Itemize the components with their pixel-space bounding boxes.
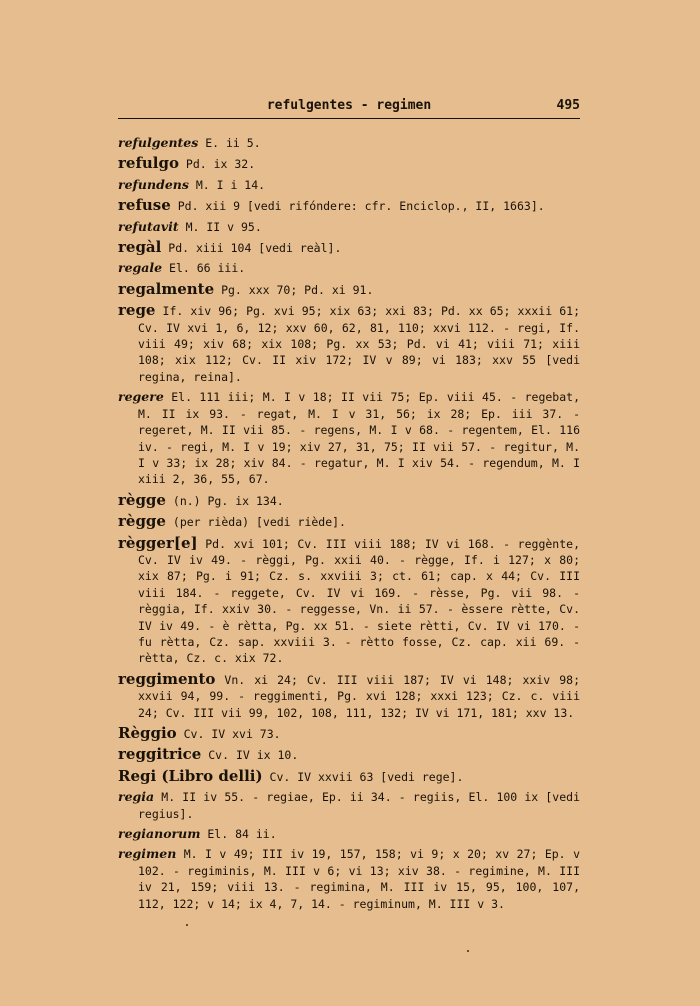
entry-headword: regere: [118, 389, 164, 405]
entry-headword: règge: [118, 490, 166, 509]
speck: [467, 950, 469, 952]
entry-headword: regalmente: [118, 279, 215, 298]
dictionary-entry: [118, 671, 580, 721]
entry-citations: If. xiv 96; Pg. xvi 95; xix 63; xxi 83; Pd. xx 65; xxxii 61; Cv. IV xvi 1, 6, 12; xxv 60, 62, 81, 110; xxvi 112. - regi, If. viii 49; xiv 68; xix 108; Pg. xx 53; Pd. vi 41; viii 71; xiii 108; xix 112; Cv. II xiv 172; IV v 89; vi 183; xxv 55 [vedi regina, reina].: [138, 304, 580, 384]
entry-headword: regale: [118, 260, 163, 276]
dictionary-entry: [118, 155, 580, 172]
entry-headword: règger[e]: [118, 533, 198, 552]
entry-citations: El. 66 iii.: [162, 261, 246, 276]
dictionary-entry: [118, 260, 580, 276]
entry-headword: Regi (Libro delli): [118, 766, 263, 785]
entry-citations: Cv. IV xvi 73.: [176, 727, 281, 741]
dictionary-entry: [118, 177, 580, 193]
entry-headword: reggitrice: [118, 745, 202, 764]
entry-citations: Pd. xiii 104 [vedi reàl].: [161, 241, 342, 256]
dictionary-entry: [118, 768, 580, 785]
dictionary-entry: [118, 826, 580, 842]
dictionary-entry: [118, 746, 580, 763]
dictionary-entry: [118, 197, 580, 214]
entry-citations: M. II iv 55. - regiae, Ep. ii 34. - regiis, El. 100 ix [vedi regius].: [138, 790, 580, 821]
entry-citations: M. II v 95.: [178, 219, 262, 234]
dictionary-entry: [118, 846, 580, 912]
entry-headword: refundens: [118, 176, 189, 192]
entry-citations: (n.) Pg. ix 134.: [165, 493, 284, 508]
entry-headword: règge: [118, 512, 166, 531]
entry-headword: rege: [118, 301, 156, 320]
dictionary-entry: [118, 513, 580, 530]
entry-headword: refulgo: [118, 154, 179, 173]
dictionary-entry: [118, 789, 580, 822]
entry-list: [118, 135, 580, 916]
entry-headword: Règgio: [118, 724, 177, 742]
entry-citations: El. 111 iii; M. I v 18; II vii 75; Ep. viii 45. - regebat, M. II ix 93. - regat, M. I v 31, 56; ix 28; Ep. iii 37. - regeret, M. II vii 85. - regens, M. I v 68. - regentem, El. 116 iv. - regi, M. I v 19; xiv 27, 31, 75; II vii 57. - regitur, M. I v 33; ix 28; xiv 84. - regatur, M. I xiv 54. - regendum, M. I xiii 2, 36, 55, 67.: [138, 390, 580, 487]
entry-headword: refulgentes: [118, 135, 199, 150]
entry-citations: Vn. xi 24; Cv. III viii 187; IV vi 148; xxiv 98; xxvii 94, 99. - reggimenti, Pg. xvi 128; xxxi 123; Cz. c. viii 24; Cv. III vii 99, 102, 108, 111, 132; IV vi 171, 181; xxv 13.: [138, 672, 580, 720]
entry-citations: Cv. IV ix 10.: [201, 748, 299, 763]
page-number: 495: [556, 98, 580, 113]
entry-citations: Pd. xvi 101; Cv. III viii 188; IV vi 168. - reggènte, Cv. IV iv 49. - règgi, Pg. xxii 40. - règge, If. i 127; x 80; xix 87; Pg. i 91; Cz. s. xxviii 3; ct. 61; cap. x 44; Cv. III viii 184. - reggete, Cv. IV vi 169. - rèsse, Pg. vii 98. - règgia, If. xxiv 30. - reggesse, Vn. ii 57. - èssere rètte, Cv. IV iv 49. - è rètta, Pg. xx 51. - siete rètti, Cv. IV vi 170. - fu rètta, Cz. sap. xxviii 3. - rètto fosse, Cz. cap. xii 69. - rètta, Cz. c. xix 72.: [138, 536, 580, 666]
dictionary-entry: [118, 389, 580, 487]
entry-headword: regimen: [118, 846, 177, 862]
entry-citations: M. I v 49; III iv 19, 157, 158; vi 9; x 20; xv 27; Ep. v 102. - regiminis, M. III v 6; vi 13; xiv 38. - regimine, M. III iv 21, 159; viii 13. - regimina, M. III iv 15, 95, 100, 107, 112, 122; v 14; ix 4, 7, 14. - regiminum, M. III v 3.: [138, 847, 580, 911]
entry-citations: Pd. ix 32.: [179, 157, 256, 172]
entry-headword: regàl: [118, 238, 162, 257]
dictionary-entry: [118, 535, 580, 667]
entry-headword: regianorum: [118, 826, 201, 842]
entry-citations: E. ii 5.: [198, 136, 261, 150]
entry-citations: Pd. xii 9 [vedi rifóndere: cfr. Enciclop., II, 1663].: [170, 199, 545, 214]
entry-citations: (per rièda) [vedi riède].: [165, 515, 346, 530]
entry-headword: refutavit: [118, 218, 179, 234]
running-header: [118, 96, 580, 119]
entry-headword: reggimento: [118, 669, 216, 688]
dictionary-entry: [118, 725, 580, 742]
dictionary-entry: [118, 302, 580, 385]
entry-citations: Cv. IV xxvii 63 [vedi rege].: [262, 769, 464, 784]
dictionary-entry: [118, 239, 580, 256]
dictionary-entry: [118, 135, 580, 151]
entry-citations: Pg. xxx 70; Pd. xi 91.: [214, 282, 374, 297]
header-title: refulgentes - regimen: [266, 98, 432, 113]
dictionary-entry: [118, 281, 580, 298]
dictionary-entry: [118, 219, 580, 235]
speck: [186, 924, 188, 926]
entry-citations: El. 84 ii.: [200, 827, 277, 842]
dictionary-entry: [118, 492, 580, 509]
entry-headword: regia: [118, 789, 155, 805]
entry-headword: refuse: [118, 196, 171, 215]
entry-citations: M. I i 14.: [188, 177, 266, 192]
